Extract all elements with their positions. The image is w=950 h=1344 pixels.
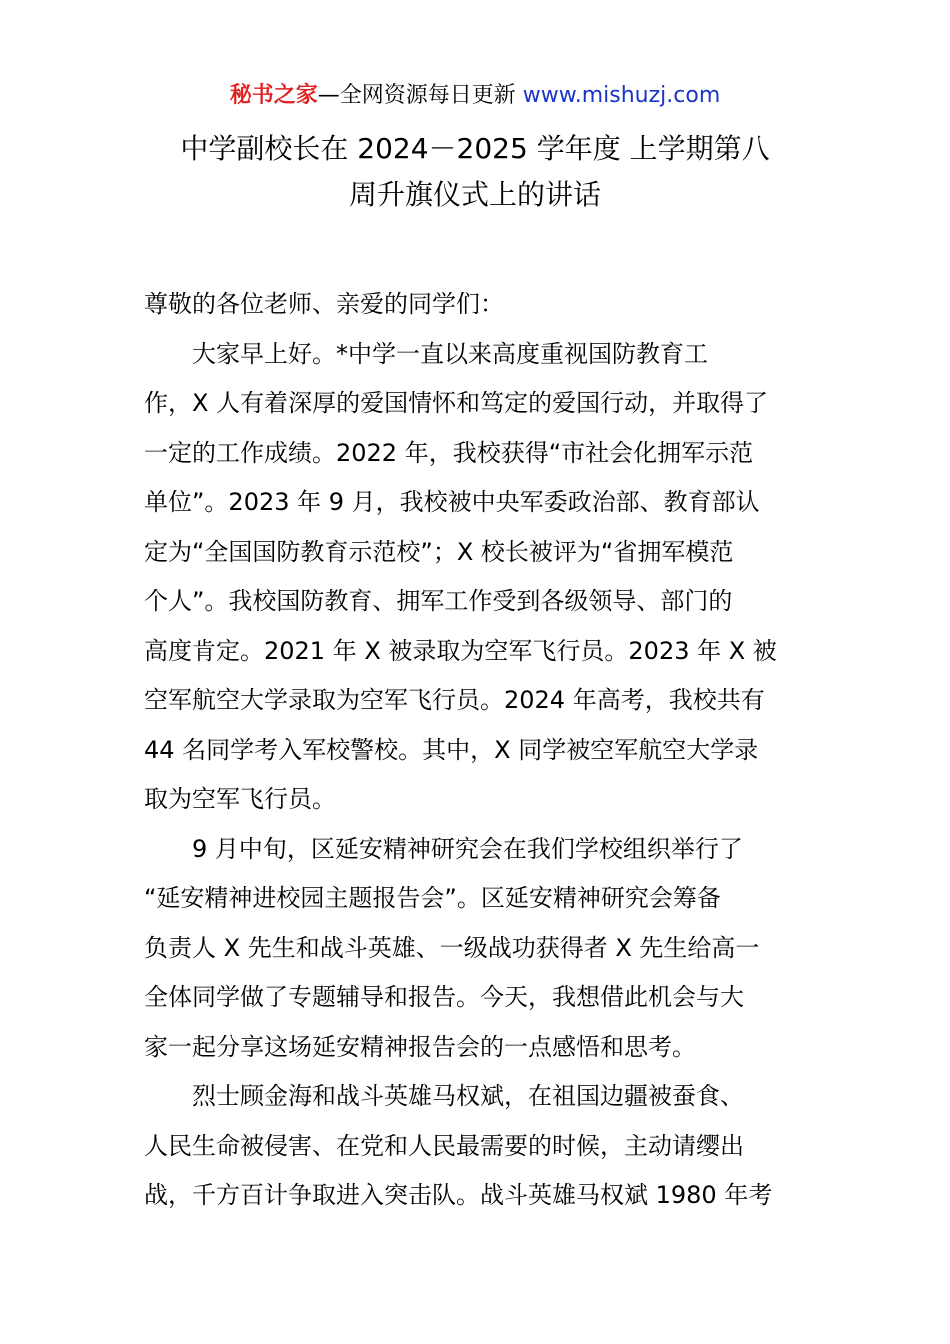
paragraph-2-line: 家一起分享这场延安精神报告会的一点感悟和思考。	[144, 1032, 696, 1061]
paragraph-1-line: 作，X 人有着深厚的爱国情怀和笃定的爱国行动，并取得了	[144, 389, 769, 417]
salutation: 尊敬的各位老师、亲爱的同学们：	[144, 290, 504, 318]
site-header	[0, 80, 950, 112]
site-brand: 秘书之家	[229, 83, 318, 108]
paragraph-2-line: 全体同学做了专题辅导和报告。今天，我想借此机会与大	[144, 983, 744, 1011]
title-line-1: 中学副校长在 2024－2025 学年度 上学期第八	[180, 132, 770, 165]
document-title	[100, 126, 850, 218]
paragraph-2-line: 负责人 X 先生和战斗英雄、一级战功获得者 X 先生给高一	[144, 933, 760, 962]
paragraph-2-line: 9 月中旬，区延安精神研究会在我们学校组织举行了	[192, 834, 743, 863]
paragraph-2-line: “延安精神进校园主题报告会”。区延安精神研究会筹备	[144, 884, 721, 912]
paragraph-1-line: 个人”。我校国防教育、拥军工作受到各级领导、部门的	[144, 587, 733, 615]
site-tagline: —全网资源每日更新	[317, 83, 516, 108]
paragraph-1-line: 定为“全国国防教育示范校”；X 校长被评为“省拥军模范	[144, 537, 734, 566]
paragraph-1-line: 一定的工作成绩。2022 年，我校获得“市社会化拥军示范	[144, 438, 754, 467]
paragraph-1-line: 大家早上好。*中学一直以来高度重视国防教育工	[192, 339, 708, 368]
paragraph-3-line: 烈士顾金海和战斗英雄马权斌，在祖国边疆被蚕食、	[192, 1082, 744, 1110]
paragraph-1-line: 空军航空大学录取为空军飞行员。2024 年高考，我校共有	[144, 686, 765, 714]
paragraph-3-line: 人民生命被侵害、在党和人民最需要的时候，主动请缨出	[144, 1131, 744, 1160]
document-body	[144, 280, 808, 1221]
title-line-2: 周升旗仪式上的讲话	[348, 178, 601, 211]
paragraph-1-line: 高度肯定。2021 年 X 被录取为空军飞行员。2023 年 X 被	[144, 636, 777, 665]
paragraph-1-line: 单位”。2023 年 9 月，我校被中央军委政治部、教育部认	[144, 488, 760, 516]
paragraph-3-line: 战，千方百计争取进入突击队。战斗英雄马权斌 1980 年考	[144, 1181, 773, 1209]
paragraph-1-line: 44 名同学考入军校警校。其中，X 同学被空军航空大学录	[144, 735, 759, 764]
paragraph-1-line: 取为空军飞行员。	[144, 785, 336, 813]
site-url-link[interactable]: www.mishuzj.com	[522, 83, 721, 108]
